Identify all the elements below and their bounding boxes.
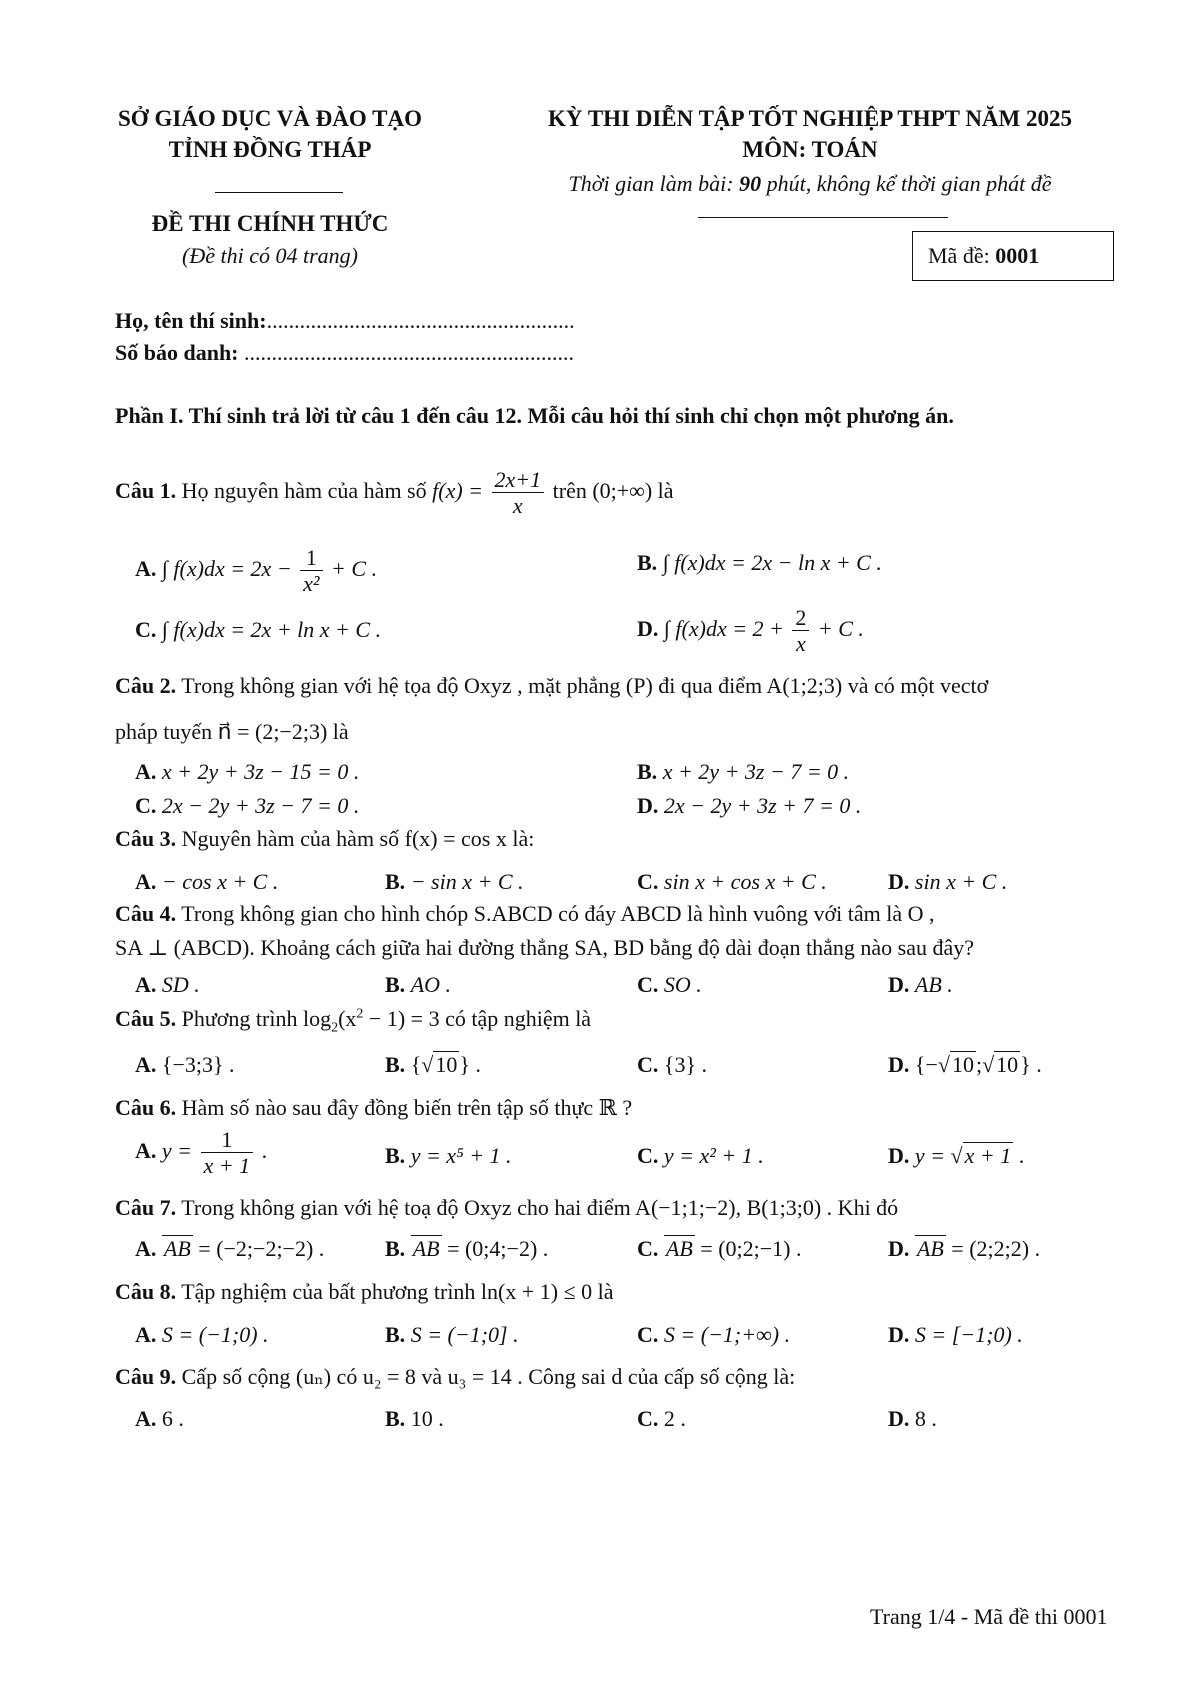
candidate-name-field: Họ, tên thí sinh:........................................................ — [115, 308, 575, 333]
question-6-option-a[interactable]: A. y = $\frac{1}{x + 1}$ . — [135, 1127, 268, 1179]
question-4-line-2: SA ⊥ (ABCD). Khoảng cách giữa hai đường thẳng SA, BD bằng độ dài đoạn thẳng nào sau đây? — [115, 935, 975, 960]
question-2-line-2: pháp tuyến n⃗ = (2;−2;3) là — [115, 719, 349, 744]
question-3-option-a[interactable]: A. − cos x + C . — [135, 869, 279, 894]
question-7-option-b[interactable]: B. AB = (0;4;−2) . — [385, 1236, 549, 1261]
question-4-option-a[interactable]: A. SD . — [135, 972, 200, 997]
header-divider-right — [698, 217, 948, 218]
official-exam-label: ĐỀ THI CHÍNH THỨC — [151, 211, 389, 236]
question-8-option-d[interactable]: D. S = [−1;0) . — [888, 1322, 1023, 1347]
question-9-option-d[interactable]: D. 8 . — [888, 1406, 937, 1431]
question-2-option-b[interactable]: B. x + 2y + 3z − 7 = 0 . — [637, 759, 850, 784]
question-9-option-c[interactable]: C. 2 . — [637, 1406, 686, 1431]
question-9-option-b[interactable]: B. 10 . — [385, 1406, 444, 1431]
question-8-option-c[interactable]: C. S = (−1;+∞) . — [637, 1322, 791, 1347]
question-1-option-d[interactable]: D. ∫ f(x)dx = 2 + $\frac{2}{x}$ + C . — [637, 605, 864, 657]
question-2-option-d[interactable]: D. 2x − 2y + 3z + 7 = 0 . — [637, 793, 862, 818]
question-3-option-c[interactable]: C. sin x + cos x + C . — [637, 869, 827, 894]
part-one-instructions: Phần I. Thí sinh trả lời từ câu 1 đến câu 12. Mỗi câu hỏi thí sinh chỉ chọn một phương án. — [115, 403, 954, 428]
exam-title: KỲ THI DIỄN TẬP TỐT NGHIỆP THPT NĂM 2025 — [547, 106, 1072, 131]
question-7-option-d[interactable]: D. AB = (2;2;2) . — [888, 1236, 1041, 1261]
pages-note: (Đề thi có 04 trang) — [182, 243, 358, 268]
question-5-option-d[interactable]: D. {−√10;√10} . — [888, 1052, 1042, 1077]
question-4: Câu 4. Trong không gian cho hình chóp S.ABCD có đáy ABCD là hình vuông với tâm là O , — [115, 901, 935, 926]
question-7-option-c[interactable]: C. AB = (0;2;−1) . — [637, 1236, 802, 1261]
question-7-option-a[interactable]: A. AB = (−2;−2;−2) . — [135, 1236, 325, 1261]
question-6: Câu 6. Hàm số nào sau đây đồng biến trên tập số thực ℝ ? — [115, 1095, 633, 1120]
question-8-option-b[interactable]: B. S = (−1;0] . — [385, 1322, 519, 1347]
department-name: SỞ GIÁO DỤC VÀ ĐÀO TẠO — [118, 106, 422, 131]
question-1-option-b[interactable]: B. ∫ f(x)dx = 2x − ln x + C . — [637, 550, 882, 575]
question-6-option-b[interactable]: B. y = x⁵ + 1 . — [385, 1143, 512, 1168]
question-1: Câu 1. Họ nguyên hàm của hàm số f(x) = $\frac{2x+1}{x}$ trên (0;+∞) là — [115, 467, 674, 519]
header-divider-left — [215, 192, 343, 193]
question-7: Câu 7. Trong không gian với hệ toạ độ Oxyz cho hai điểm A(−1;1;−2), B(1;3;0) . Khi đó — [115, 1195, 899, 1220]
question-6-option-c[interactable]: C. y = x² + 1 . — [637, 1143, 764, 1168]
question-1-option-c[interactable]: C. ∫ f(x)dx = 2x + ln x + C . — [135, 617, 382, 642]
question-4-option-b[interactable]: B. AO . — [385, 972, 452, 997]
question-3-option-b[interactable]: B. − sin x + C . — [385, 869, 524, 894]
question-5-option-c[interactable]: C. {3} . — [637, 1052, 708, 1077]
candidate-id-field: Số báo danh: ............................................................ — [115, 340, 575, 365]
question-9: Câu 9. Cấp số cộng (uₙ) có u₂ = 8 và u₃ = 14 . Công sai d của cấp số cộng là: — [115, 1364, 796, 1389]
question-8-option-a[interactable]: A. S = (−1;0) . — [135, 1322, 269, 1347]
question-3-option-d[interactable]: D. sin x + C . — [888, 869, 1008, 894]
question-3: Câu 3. Nguyên hàm của hàm số f(x) = cos x là: — [115, 826, 535, 851]
question-2: Câu 2. Trong không gian với hệ tọa độ Oxyz , mặt phẳng (P) đi qua điểm A(1;2;3) và có một vectơ — [115, 673, 989, 698]
question-6-option-d[interactable]: D. y = √x + 1 . — [888, 1143, 1025, 1168]
question-1-option-a[interactable]: A. ∫ f(x)dx = 2x − $\frac{1}{\text{x²}}$ + C . — [135, 545, 378, 597]
question-5: Câu 5. Phương trình $\log_2(x^2 - 1) = 3$ có tập nghiệm là — [115, 1006, 592, 1036]
exam-code: Mã đề: 0001 — [928, 243, 1040, 268]
province-name: TỈNH ĐỒNG THÁP — [168, 137, 372, 162]
question-2-option-a[interactable]: A. x + 2y + 3z − 15 = 0 . — [135, 759, 360, 784]
time-note: Thời gian làm bài: 90 phút, không kể thời gian phát đề — [568, 171, 1052, 196]
question-5-option-a[interactable]: A. {−3;3} . — [135, 1052, 235, 1077]
question-4-option-d[interactable]: D. AB . — [888, 972, 953, 997]
subject-title: MÔN: TOÁN — [742, 137, 878, 162]
question-5-option-b[interactable]: B. {√10} . — [385, 1052, 481, 1077]
page-footer: Trang 1/4 - Mã đề thi 0001 — [870, 1604, 1108, 1629]
question-4-option-c[interactable]: C. SO . — [637, 972, 702, 997]
question-9-option-a[interactable]: A. 6 . — [135, 1406, 184, 1431]
question-2-option-c[interactable]: C. 2x − 2y + 3z − 7 = 0 . — [135, 793, 360, 818]
question-8: Câu 8. Tập nghiệm của bất phương trình ln(x + 1) ≤ 0 là — [115, 1279, 614, 1304]
